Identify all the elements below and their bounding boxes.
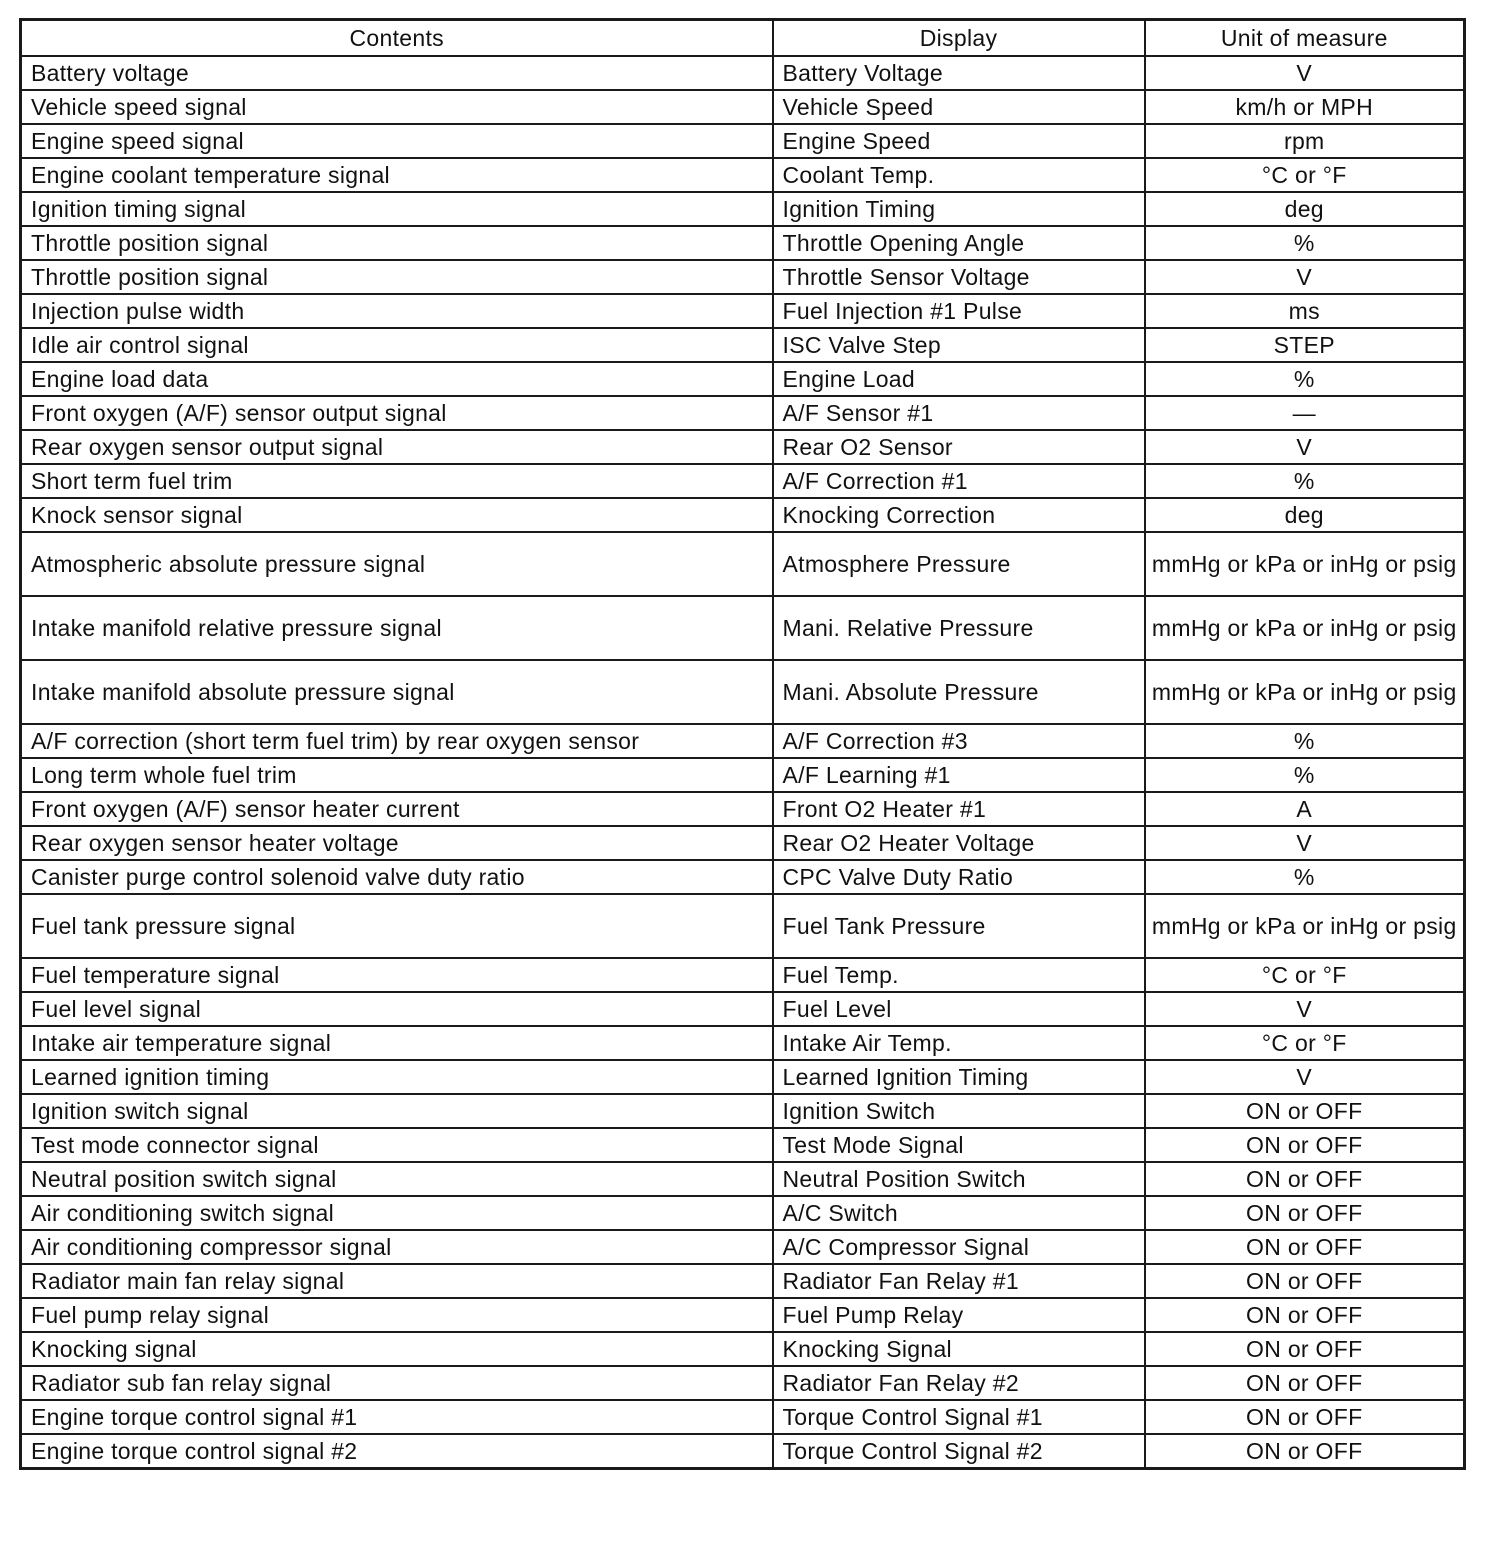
cell-contents: Intake manifold relative pressure signal	[21, 596, 773, 660]
cell-contents: Knock sensor signal	[21, 498, 773, 532]
table-row	[21, 1264, 1465, 1298]
table-row	[21, 464, 1465, 498]
cell-contents: Air conditioning compressor signal	[21, 1230, 773, 1264]
cell-unit: ON or OFF	[1145, 1434, 1465, 1469]
cell-display: Intake Air Temp.	[773, 1026, 1145, 1060]
cell-display: Knocking Correction	[773, 498, 1145, 532]
cell-unit: ON or OFF	[1145, 1366, 1465, 1400]
cell-display: A/F Correction #1	[773, 464, 1145, 498]
cell-contents: Canister purge control solenoid valve duty ratio	[21, 860, 773, 894]
cell-unit: ON or OFF	[1145, 1264, 1465, 1298]
cell-unit: %	[1145, 758, 1465, 792]
cell-contents: Learned ignition timing	[21, 1060, 773, 1094]
cell-display: Throttle Sensor Voltage	[773, 260, 1145, 294]
cell-unit: V	[1145, 992, 1465, 1026]
cell-display: Coolant Temp.	[773, 158, 1145, 192]
cell-unit: ON or OFF	[1145, 1196, 1465, 1230]
cell-unit: ON or OFF	[1145, 1230, 1465, 1264]
cell-unit: A	[1145, 792, 1465, 826]
table-row	[21, 792, 1465, 826]
cell-unit: %	[1145, 226, 1465, 260]
cell-display: Mani. Relative Pressure	[773, 596, 1145, 660]
cell-unit: ON or OFF	[1145, 1094, 1465, 1128]
cell-contents: Vehicle speed signal	[21, 90, 773, 124]
cell-unit: mmHg or kPa or inHg or psig	[1145, 532, 1465, 596]
cell-contents: Test mode connector signal	[21, 1128, 773, 1162]
table-row	[21, 1162, 1465, 1196]
cell-display: Neutral Position Switch	[773, 1162, 1145, 1196]
cell-unit: °C or °F	[1145, 158, 1465, 192]
cell-unit: km/h or MPH	[1145, 90, 1465, 124]
cell-contents: Rear oxygen sensor heater voltage	[21, 826, 773, 860]
cell-display: Engine Speed	[773, 124, 1145, 158]
cell-unit: ON or OFF	[1145, 1332, 1465, 1366]
cell-display: Vehicle Speed	[773, 90, 1145, 124]
cell-unit: mmHg or kPa or inHg or psig	[1145, 894, 1465, 958]
cell-unit: %	[1145, 464, 1465, 498]
cell-contents: Long term whole fuel trim	[21, 758, 773, 792]
cell-unit: —	[1145, 396, 1465, 430]
cell-display: Fuel Injection #1 Pulse	[773, 294, 1145, 328]
cell-contents: Fuel pump relay signal	[21, 1298, 773, 1332]
table-row	[21, 1128, 1465, 1162]
cell-unit: °C or °F	[1145, 958, 1465, 992]
table-row	[21, 724, 1465, 758]
cell-unit: ms	[1145, 294, 1465, 328]
table-row	[21, 1196, 1465, 1230]
cell-display: Battery Voltage	[773, 56, 1145, 90]
cell-display: Knocking Signal	[773, 1332, 1145, 1366]
table-row	[21, 294, 1465, 328]
table-row	[21, 1366, 1465, 1400]
table-row	[21, 90, 1465, 124]
table-row	[21, 958, 1465, 992]
cell-display: Throttle Opening Angle	[773, 226, 1145, 260]
cell-contents: Ignition timing signal	[21, 192, 773, 226]
cell-contents: Engine torque control signal #1	[21, 1400, 773, 1434]
table-row	[21, 1026, 1465, 1060]
table-row	[21, 1400, 1465, 1434]
table-row	[21, 1332, 1465, 1366]
cell-contents: Throttle position signal	[21, 260, 773, 294]
cell-unit: ON or OFF	[1145, 1162, 1465, 1196]
cell-unit: %	[1145, 724, 1465, 758]
cell-contents: Fuel tank pressure signal	[21, 894, 773, 958]
cell-contents: Rear oxygen sensor output signal	[21, 430, 773, 464]
cell-display: Ignition Timing	[773, 192, 1145, 226]
cell-unit: V	[1145, 260, 1465, 294]
cell-unit: STEP	[1145, 328, 1465, 362]
cell-contents: Radiator sub fan relay signal	[21, 1366, 773, 1400]
cell-display: ISC Valve Step	[773, 328, 1145, 362]
cell-display: Engine Load	[773, 362, 1145, 396]
cell-unit: deg	[1145, 498, 1465, 532]
column-header-unit: Unit of measure	[1145, 20, 1465, 57]
cell-unit: mmHg or kPa or inHg or psig	[1145, 596, 1465, 660]
table-row	[21, 758, 1465, 792]
cell-unit: mmHg or kPa or inHg or psig	[1145, 660, 1465, 724]
table-row	[21, 192, 1465, 226]
table-row	[21, 1230, 1465, 1264]
cell-display: Fuel Temp.	[773, 958, 1145, 992]
table-row	[21, 1434, 1465, 1469]
cell-contents: Front oxygen (A/F) sensor output signal	[21, 396, 773, 430]
cell-contents: Atmospheric absolute pressure signal	[21, 532, 773, 596]
table-row	[21, 498, 1465, 532]
cell-display: Fuel Level	[773, 992, 1145, 1026]
cell-display: A/C Switch	[773, 1196, 1145, 1230]
cell-display: A/F Correction #3	[773, 724, 1145, 758]
cell-display: Fuel Pump Relay	[773, 1298, 1145, 1332]
table-header-row	[21, 20, 1465, 57]
column-header-contents: Contents	[21, 20, 773, 57]
cell-display: Atmosphere Pressure	[773, 532, 1145, 596]
signal-display-table	[19, 18, 1466, 1470]
table-row	[21, 362, 1465, 396]
cell-display: Ignition Switch	[773, 1094, 1145, 1128]
cell-display: Front O2 Heater #1	[773, 792, 1145, 826]
cell-display: A/C Compressor Signal	[773, 1230, 1145, 1264]
cell-display: Radiator Fan Relay #2	[773, 1366, 1145, 1400]
cell-display: Radiator Fan Relay #1	[773, 1264, 1145, 1298]
cell-contents: A/F correction (short term fuel trim) by rear oxygen sensor	[21, 724, 773, 758]
table-row	[21, 826, 1465, 860]
cell-contents: Battery voltage	[21, 56, 773, 90]
cell-unit: ON or OFF	[1145, 1128, 1465, 1162]
cell-display: Torque Control Signal #1	[773, 1400, 1145, 1434]
cell-contents: Engine coolant temperature signal	[21, 158, 773, 192]
table-row	[21, 992, 1465, 1026]
cell-contents: Neutral position switch signal	[21, 1162, 773, 1196]
cell-contents: Front oxygen (A/F) sensor heater current	[21, 792, 773, 826]
table-row	[21, 1060, 1465, 1094]
cell-display: A/F Learning #1	[773, 758, 1145, 792]
table-row	[21, 328, 1465, 362]
cell-contents: Idle air control signal	[21, 328, 773, 362]
cell-display: Rear O2 Heater Voltage	[773, 826, 1145, 860]
cell-contents: Air conditioning switch signal	[21, 1196, 773, 1230]
cell-display: Torque Control Signal #2	[773, 1434, 1145, 1469]
table-row	[21, 158, 1465, 192]
table-row	[21, 860, 1465, 894]
table-row	[21, 1094, 1465, 1128]
cell-contents: Fuel temperature signal	[21, 958, 773, 992]
cell-contents: Injection pulse width	[21, 294, 773, 328]
cell-contents: Knocking signal	[21, 1332, 773, 1366]
table-row	[21, 532, 1465, 596]
table-row	[21, 1298, 1465, 1332]
table-row	[21, 124, 1465, 158]
cell-contents: Intake manifold absolute pressure signal	[21, 660, 773, 724]
cell-display: Fuel Tank Pressure	[773, 894, 1145, 958]
cell-display: A/F Sensor #1	[773, 396, 1145, 430]
data-table-sheet	[19, 18, 1463, 1470]
column-header-display: Display	[773, 20, 1145, 57]
table-row	[21, 56, 1465, 90]
cell-unit: %	[1145, 362, 1465, 396]
cell-contents: Fuel level signal	[21, 992, 773, 1026]
table-row	[21, 894, 1465, 958]
cell-unit: ON or OFF	[1145, 1400, 1465, 1434]
cell-contents: Engine load data	[21, 362, 773, 396]
cell-unit: V	[1145, 56, 1465, 90]
cell-unit: deg	[1145, 192, 1465, 226]
cell-contents: Intake air temperature signal	[21, 1026, 773, 1060]
cell-unit: V	[1145, 1060, 1465, 1094]
cell-unit: °C or °F	[1145, 1026, 1465, 1060]
table-row	[21, 226, 1465, 260]
table-row	[21, 596, 1465, 660]
cell-contents: Engine speed signal	[21, 124, 773, 158]
table-row	[21, 430, 1465, 464]
cell-unit: rpm	[1145, 124, 1465, 158]
cell-unit: V	[1145, 430, 1465, 464]
cell-contents: Short term fuel trim	[21, 464, 773, 498]
cell-unit: V	[1145, 826, 1465, 860]
cell-display: Test Mode Signal	[773, 1128, 1145, 1162]
table-body	[21, 56, 1465, 1469]
cell-display: Learned Ignition Timing	[773, 1060, 1145, 1094]
table-row	[21, 396, 1465, 430]
cell-display: Rear O2 Sensor	[773, 430, 1145, 464]
cell-contents: Engine torque control signal #2	[21, 1434, 773, 1469]
cell-display: CPC Valve Duty Ratio	[773, 860, 1145, 894]
cell-unit: ON or OFF	[1145, 1298, 1465, 1332]
cell-unit: %	[1145, 860, 1465, 894]
table-row	[21, 260, 1465, 294]
cell-contents: Throttle position signal	[21, 226, 773, 260]
table-row	[21, 660, 1465, 724]
cell-contents: Ignition switch signal	[21, 1094, 773, 1128]
cell-display: Mani. Absolute Pressure	[773, 660, 1145, 724]
cell-contents: Radiator main fan relay signal	[21, 1264, 773, 1298]
